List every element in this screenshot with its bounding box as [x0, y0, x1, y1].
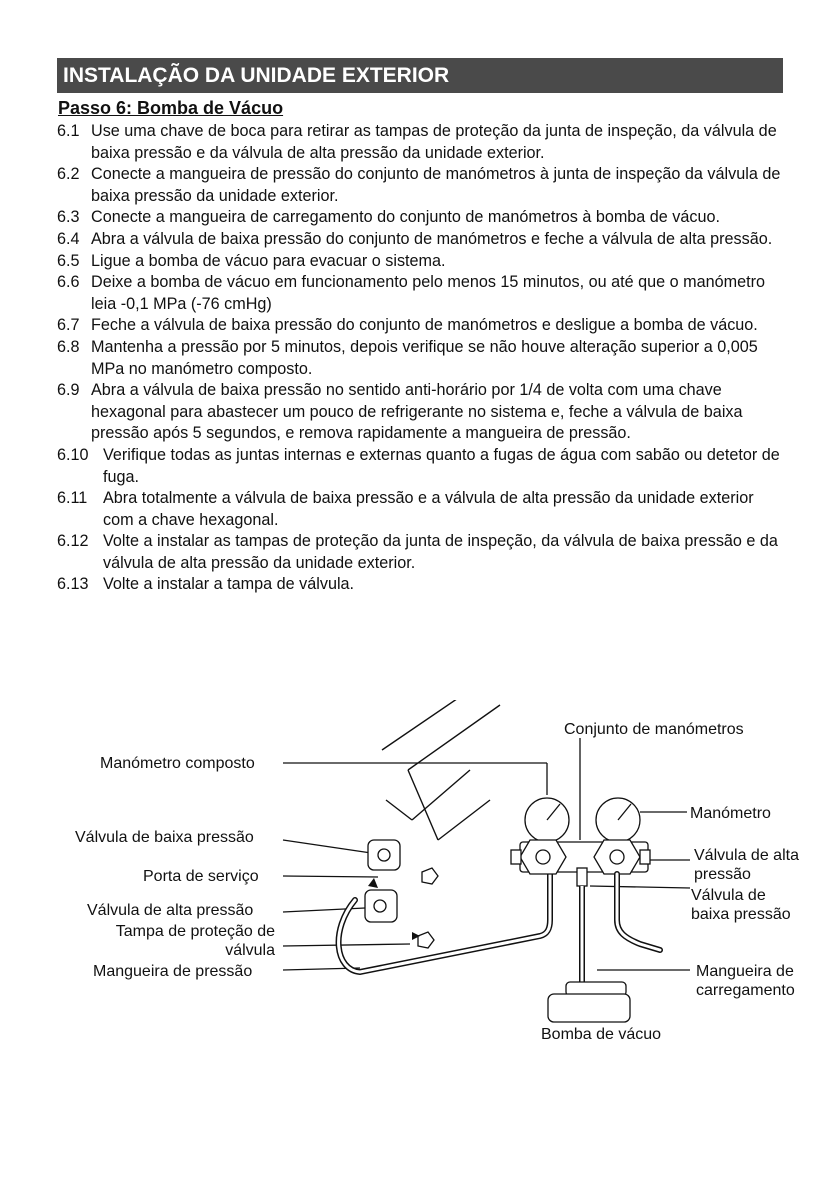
vacuum-pump-label: Bomba de vácuo [541, 1026, 662, 1043]
step-title: Passo 6: Bomba de Vácuo [58, 98, 284, 118]
manifold-high-valve-label [694, 846, 799, 884]
service-port-label: Porta de serviço [143, 868, 259, 885]
compound-gauge-label: Manómetro composto [100, 755, 255, 772]
high-valve-label: Válvula de alta pressão [87, 902, 254, 919]
step-number: 6.2 [57, 165, 80, 184]
step-number: 6.11 [57, 489, 88, 508]
step-number: 6.12 [57, 532, 89, 551]
step-number: 6.5 [57, 251, 80, 270]
section-header: INSTALAÇÃO DA UNIDADE EXTERIOR [57, 58, 783, 93]
step-number: 6.3 [57, 208, 80, 227]
low-valve-label: Válvula de baixa pressão [75, 829, 254, 846]
step-text: Abra totalmente a válvula de baixa pressão e a válvula de alta pressão da unidade exterior com a chave hexagonal. [103, 489, 754, 529]
manifold-low-line2: baixa pressão [691, 906, 791, 923]
step-text: Conecte a mangueira de carregamento do conjunto de manómetros à bomba de vácuo. [91, 208, 721, 227]
manifold-low-valve-label [691, 886, 791, 924]
list-item [57, 531, 787, 574]
manifold-low-line1: Válvula de [691, 887, 766, 904]
gauge-label: Manómetro [690, 805, 771, 822]
list-item [57, 445, 787, 488]
step-text: Ligue a bomba de vácuo para evacuar o sistema. [91, 251, 446, 270]
step-text: Volte a instalar a tampa de válvula. [103, 575, 355, 594]
steps-list [57, 121, 787, 596]
step-text: Mantenha a pressão por 5 minutos, depois verifique se não houve alteração superior a 0,005 MPa no manómetro composto. [91, 337, 758, 378]
step-number: 6.6 [57, 273, 80, 292]
manifold-high-line1: Válvula de alta [694, 847, 799, 864]
list-item [57, 121, 787, 164]
list-item [57, 207, 787, 229]
step-number: 6.7 [57, 316, 80, 335]
list-item [57, 574, 787, 596]
pressure-hose-label: Mangueira de pressão [93, 963, 253, 980]
step-number: 6.8 [57, 337, 80, 356]
step-number: 6.13 [57, 575, 89, 594]
list-item [57, 164, 787, 207]
step-text: Abra a válvula de baixa pressão no sentido anti-horário por 1/4 de volta com uma chave hexagonal para abastecer um pouco de refrigerante no sistema e, feche a válvula de baixa pressão após 5 segundos, e remova rapidamente a mangueira de pressão. [91, 381, 743, 443]
valve-cap-line1: Tampa de proteção de [115, 923, 275, 940]
list-item [57, 229, 787, 251]
step-text: Conecte a mangueira de pressão do conjunto de manómetros à junta de inspeção da válvula de baixa pressão da unidade exterior. [91, 165, 781, 205]
gauge-set-label: Conjunto de manómetros [564, 721, 744, 738]
step-text: Volte a instalar as tampas de proteção da junta de inspeção, da válvula de baixa pressão e da válvula de alta pressão da unidade exterior. [103, 532, 778, 572]
step-text: Deixe a bomba de vácuo em funcionamento pelo menos 15 minutos, ou até que o manómetro leia -0,1 MPa (-76 cmHg) [91, 273, 765, 313]
charging-hose-line2: carregamento [696, 982, 795, 999]
valve-cap-line2: válvula [225, 942, 275, 959]
step-number: 6.4 [57, 229, 80, 248]
step-number: 6.10 [57, 445, 89, 464]
step-text: Verifique todas as juntas internas e externas quanto a fugas de água com sabão ou detetor de fuga. [103, 445, 780, 486]
list-item [57, 380, 787, 445]
list-item [57, 251, 787, 273]
step-text: Feche a válvula de baixa pressão do conjunto de manómetros e desligue a bomba de vácuo. [91, 316, 758, 335]
list-item [57, 315, 787, 337]
list-item [57, 488, 787, 531]
charging-hose-line1: Mangueira de [696, 963, 794, 980]
manifold-high-line2: pressão [694, 866, 751, 883]
list-item [57, 272, 787, 315]
step-text: Use uma chave de boca para retirar as tampas de proteção da junta de inspeção, da válvula de baixa pressão e da válvula de alta pressão da unidade exterior. [91, 122, 777, 162]
step-text: Abra a válvula de baixa pressão do conjunto de manómetros e feche a válvula de alta pressão. [91, 229, 773, 248]
step-number: 6.9 [57, 381, 80, 400]
valve-cap-label [95, 922, 275, 960]
step-number: 6.1 [57, 122, 80, 140]
list-item [57, 337, 787, 380]
charging-hose-label [696, 962, 795, 1000]
vacuum-diagram [0, 700, 840, 1080]
